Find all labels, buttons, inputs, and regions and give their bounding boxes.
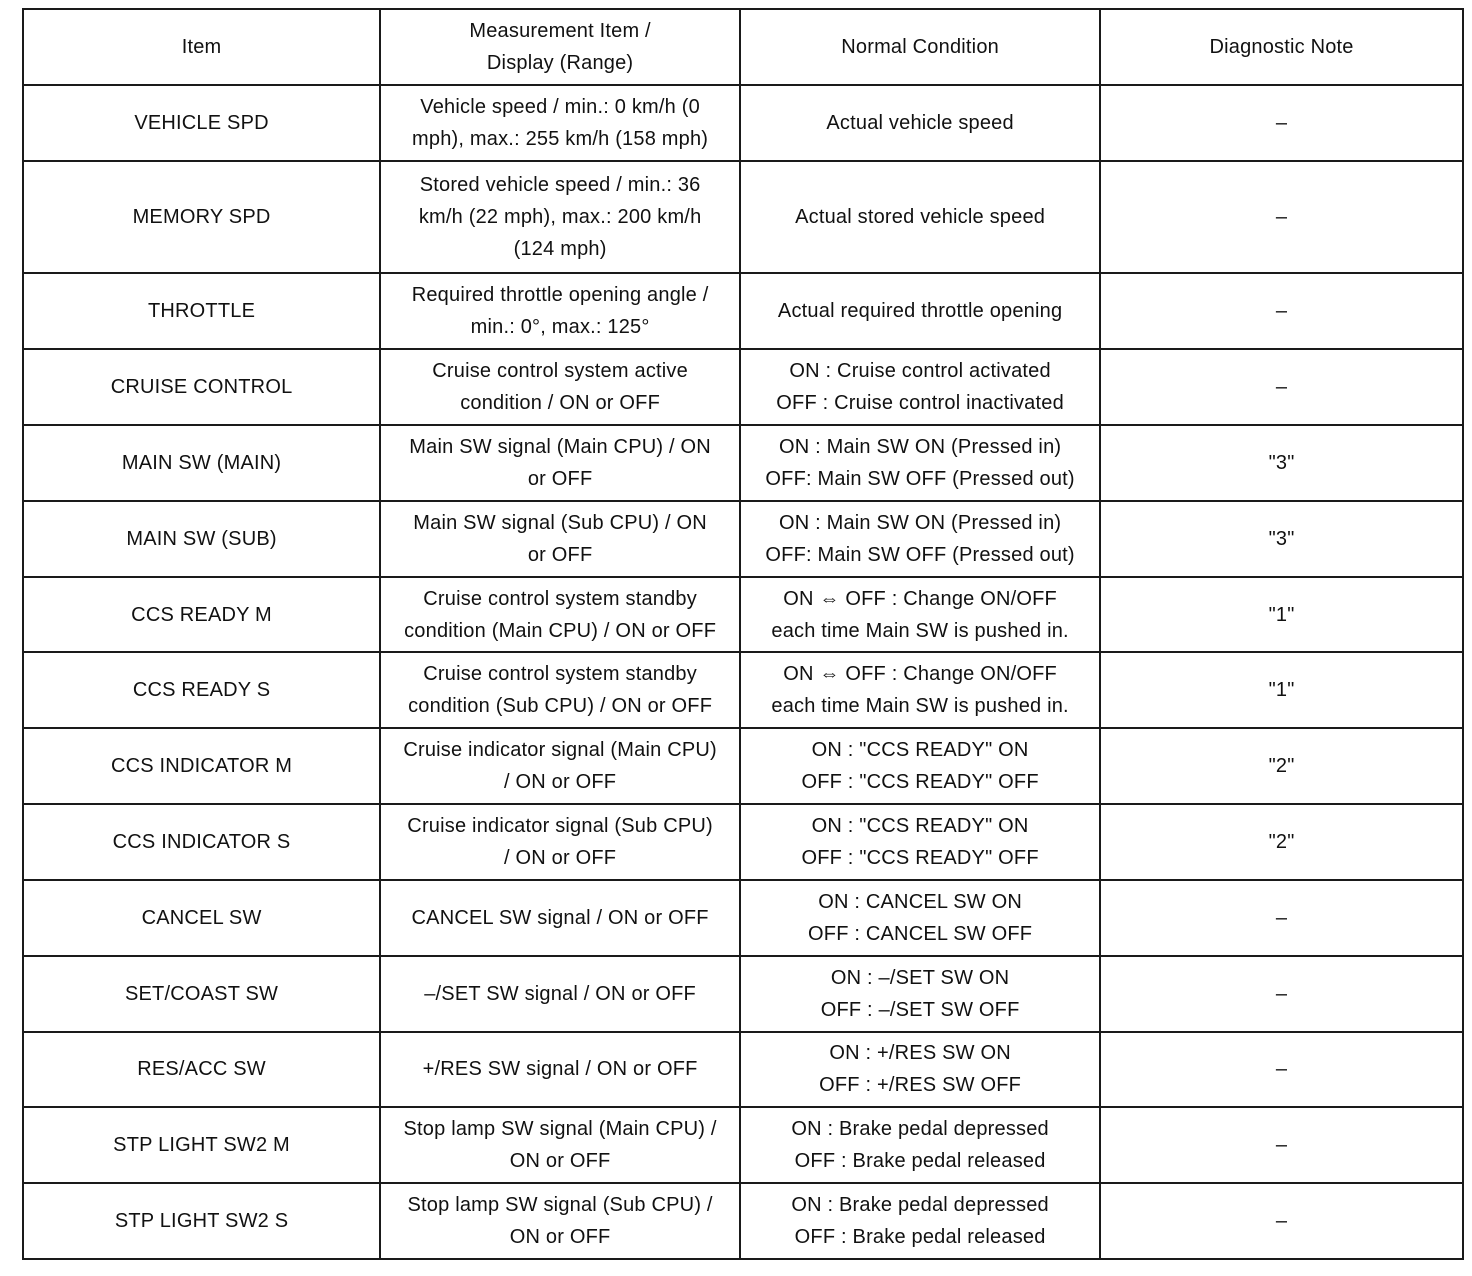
cell-normal-condition-line: Actual required throttle opening (777, 300, 1063, 323)
cell-diagnostic-note: – (1100, 85, 1463, 161)
cell-measurement (380, 1032, 740, 1108)
cell-diagnostic-note: "3" (1100, 501, 1463, 577)
table-row (23, 273, 1463, 349)
table-row (23, 956, 1463, 1032)
header-normal-condition: Normal Condition (740, 9, 1100, 85)
cell-measurement (380, 1107, 740, 1183)
header-measurement-line2: Display (Range) (486, 52, 634, 74)
cell-measurement-line: Cruise control system active (432, 360, 688, 383)
cell-normal-condition-line: ON : Main SW ON (Pressed in) (778, 511, 1062, 534)
header-measurement (380, 9, 740, 85)
cell-normal-condition-line: OFF: Main SW OFF (Pressed out) (765, 467, 1075, 490)
cell-item: CRUISE CONTROL (23, 349, 380, 425)
cell-measurement-line: Cruise control system standby (423, 587, 697, 610)
cell-measurement-line: min.: 0°, max.: 125° (470, 316, 650, 339)
cell-normal-condition-line: OFF: Main SW OFF (Pressed out) (765, 543, 1075, 566)
cell-diagnostic-note: – (1100, 956, 1463, 1032)
table-row (23, 1032, 1463, 1108)
table-row (23, 1107, 1463, 1183)
cell-normal-condition-line: Actual stored vehicle speed (795, 206, 1046, 229)
cell-measurement-line: Stored vehicle speed / min.: 36 (419, 174, 701, 197)
table-row (23, 1183, 1463, 1259)
cell-item: RES/ACC SW (23, 1032, 380, 1108)
cell-normal-condition (740, 804, 1100, 880)
table-row (23, 85, 1463, 161)
cell-measurement-line: ON or OFF (509, 1226, 611, 1249)
cell-normal-condition (740, 880, 1100, 956)
cell-item: THROTTLE (23, 273, 380, 349)
cell-measurement-line: +/RES SW signal / ON or OFF (422, 1058, 698, 1081)
cell-normal-condition-line: ON : Cruise control activated (789, 360, 1051, 383)
cell-item: SET/COAST SW (23, 956, 380, 1032)
table-row (23, 425, 1463, 501)
table-body (23, 85, 1463, 1259)
cell-measurement-line: / ON or OFF (504, 846, 617, 869)
cell-diagnostic-note: – (1100, 1107, 1463, 1183)
cell-measurement (380, 804, 740, 880)
cell-measurement (380, 1183, 740, 1259)
cell-diagnostic-note: "3" (1100, 425, 1463, 501)
cell-measurement (380, 652, 740, 728)
cell-measurement (380, 577, 740, 653)
cell-measurement (380, 425, 740, 501)
cell-normal-condition-line: ON : "CCS READY" ON (811, 739, 1029, 762)
cell-measurement-line: condition / ON or OFF (460, 392, 661, 415)
cell-normal-condition-line: ON ⇔ OFF : Change ON/OFF (783, 663, 1057, 686)
table-row (23, 728, 1463, 804)
cell-diagnostic-note: – (1100, 1183, 1463, 1259)
cell-normal-condition-line: each time Main SW is pushed in. (771, 695, 1069, 718)
cell-measurement-line: or OFF (527, 467, 593, 490)
cell-normal-condition-line: OFF : CANCEL SW OFF (808, 922, 1033, 945)
cell-measurement-line: Cruise control system standby (423, 663, 697, 686)
cell-normal-condition (740, 956, 1100, 1032)
cell-item: CCS READY M (23, 577, 380, 653)
cell-normal-condition (740, 349, 1100, 425)
table-row (23, 804, 1463, 880)
cell-measurement-line: Stop lamp SW signal (Main CPU) / (403, 1118, 717, 1141)
cell-diagnostic-note: – (1100, 1032, 1463, 1108)
table-row (23, 880, 1463, 956)
table-row (23, 501, 1463, 577)
cell-item: CCS INDICATOR S (23, 804, 380, 880)
cell-item: STP LIGHT SW2 S (23, 1183, 380, 1259)
cell-normal-condition-line: ON ⇔ OFF : Change ON/OFF (783, 587, 1057, 610)
cell-measurement-line: Main SW signal (Main CPU) / ON (409, 435, 711, 458)
cell-measurement (380, 85, 740, 161)
cell-measurement-line: Stop lamp SW signal (Sub CPU) / (407, 1194, 713, 1217)
cell-normal-condition-line: ON : +/RES SW ON (829, 1042, 1011, 1065)
cell-normal-condition (740, 85, 1100, 161)
cell-measurement-line: / ON or OFF (504, 771, 617, 794)
cell-normal-condition-line: OFF : Cruise control inactivated (776, 392, 1064, 415)
data-monitor-table-sheet (22, 8, 1464, 1260)
cell-normal-condition-line: OFF : "CCS READY" OFF (801, 846, 1039, 869)
cell-diagnostic-note: "2" (1100, 728, 1463, 804)
cell-normal-condition (740, 273, 1100, 349)
cell-item: MAIN SW (MAIN) (23, 425, 380, 501)
cell-measurement-line: ON or OFF (509, 1150, 611, 1173)
cell-item: MEMORY SPD (23, 161, 380, 274)
cell-measurement (380, 956, 740, 1032)
header-item: Item (23, 9, 380, 85)
cell-diagnostic-note: – (1100, 161, 1463, 274)
cell-measurement (380, 161, 740, 274)
cell-item: CCS READY S (23, 652, 380, 728)
cell-item: CCS INDICATOR M (23, 728, 380, 804)
cell-normal-condition-line: Actual vehicle speed (826, 111, 1014, 134)
cell-item: VEHICLE SPD (23, 85, 380, 161)
header-diagnostic-note: Diagnostic Note (1100, 9, 1463, 85)
cell-measurement (380, 273, 740, 349)
cell-normal-condition-line: OFF : "CCS READY" OFF (801, 771, 1039, 794)
cell-measurement-line: CANCEL SW signal / ON or OFF (411, 906, 709, 929)
cell-normal-condition-line: ON : –/SET SW ON (830, 966, 1010, 989)
cell-normal-condition (740, 1183, 1100, 1259)
cell-measurement-line: mph), max.: 255 km/h (158 mph) (412, 127, 709, 150)
cell-normal-condition-line: OFF : +/RES SW OFF (819, 1074, 1022, 1097)
cell-measurement-line: condition (Sub CPU) / ON or OFF (408, 695, 713, 718)
cell-measurement (380, 501, 740, 577)
table-row (23, 652, 1463, 728)
table-row (23, 349, 1463, 425)
cell-measurement-line: (124 mph) (513, 238, 607, 261)
cell-diagnostic-note: – (1100, 349, 1463, 425)
cell-normal-condition-line: each time Main SW is pushed in. (771, 619, 1069, 642)
cell-normal-condition-line: ON : Brake pedal depressed (791, 1118, 1049, 1141)
cell-diagnostic-note: – (1100, 880, 1463, 956)
cell-measurement (380, 880, 740, 956)
cell-diagnostic-note: "1" (1100, 577, 1463, 653)
header-row (23, 9, 1463, 85)
table-row (23, 577, 1463, 653)
cell-measurement-line: condition (Main CPU) / ON or OFF (404, 619, 717, 642)
cell-normal-condition-line: ON : "CCS READY" ON (811, 814, 1029, 837)
header-measurement-line1: Measurement Item / (469, 20, 651, 42)
cell-normal-condition-line: ON : Main SW ON (Pressed in) (778, 435, 1062, 458)
cell-normal-condition (740, 1032, 1100, 1108)
cell-normal-condition (740, 577, 1100, 653)
cell-normal-condition-line: OFF : –/SET SW OFF (820, 998, 1020, 1021)
cell-normal-condition (740, 652, 1100, 728)
cell-item: MAIN SW (SUB) (23, 501, 380, 577)
cell-measurement-line: Required throttle opening angle / (411, 284, 709, 307)
cell-normal-condition (740, 425, 1100, 501)
cell-diagnostic-note: "1" (1100, 652, 1463, 728)
cell-normal-condition-line: ON : Brake pedal depressed (791, 1194, 1049, 1217)
cell-measurement-line: Vehicle speed / min.: 0 km/h (0 (420, 95, 700, 118)
cell-item: CANCEL SW (23, 880, 380, 956)
cell-normal-condition-line: ON : CANCEL SW ON (818, 890, 1022, 913)
cell-measurement-line: or OFF (527, 543, 593, 566)
table-row (23, 161, 1463, 274)
cell-measurement-line: –/SET SW signal / ON or OFF (424, 982, 696, 1005)
cell-measurement-line: Cruise indicator signal (Main CPU) (403, 739, 717, 762)
data-monitor-table (22, 8, 1464, 1260)
cell-normal-condition (740, 161, 1100, 274)
cell-measurement-line: Cruise indicator signal (Sub CPU) (407, 814, 713, 837)
cell-diagnostic-note: "2" (1100, 804, 1463, 880)
cell-measurement (380, 349, 740, 425)
cell-normal-condition (740, 1107, 1100, 1183)
cell-normal-condition (740, 728, 1100, 804)
cell-normal-condition-line: OFF : Brake pedal released (794, 1150, 1046, 1173)
cell-measurement-line: km/h (22 mph), max.: 200 km/h (418, 206, 702, 229)
cell-measurement (380, 728, 740, 804)
cell-measurement-line: Main SW signal (Sub CPU) / ON (413, 511, 707, 534)
cell-normal-condition (740, 501, 1100, 577)
cell-normal-condition-line: OFF : Brake pedal released (794, 1226, 1046, 1249)
cell-diagnostic-note: – (1100, 273, 1463, 349)
cell-item: STP LIGHT SW2 M (23, 1107, 380, 1183)
